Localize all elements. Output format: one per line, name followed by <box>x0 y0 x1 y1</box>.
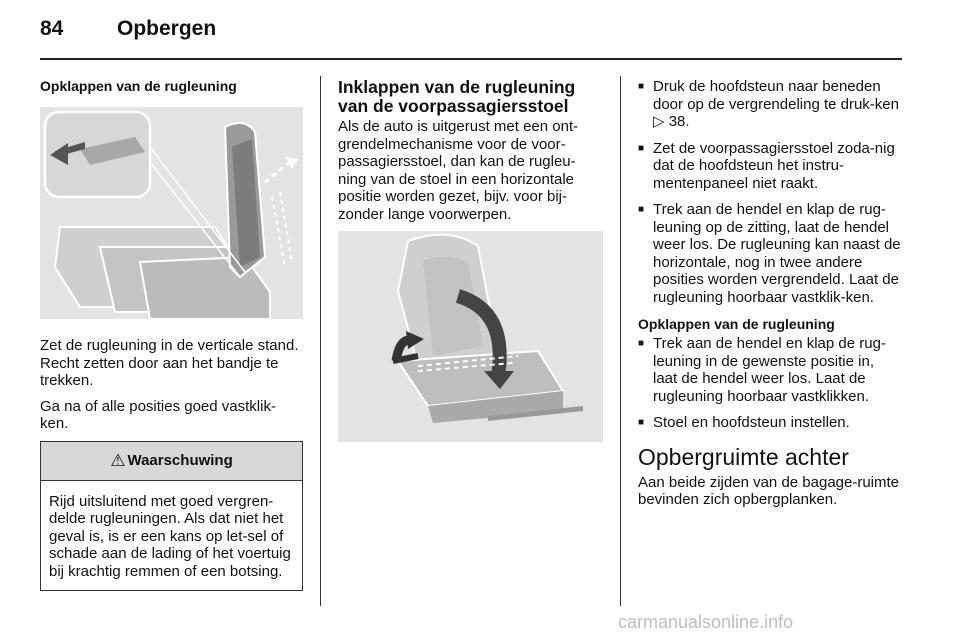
page-number: 84 <box>40 17 64 40</box>
warning-header <box>41 442 302 481</box>
list-item: ■ Zet de voorpassagiersstoel zoda-nig dat de hoofdsteun het instru-mentenpaneel niet raakt. <box>638 140 902 193</box>
section-heading-storage: Opbergruimte achter <box>638 443 849 470</box>
subheading-fold-up: Opklappen van de rugleuning <box>40 78 237 94</box>
subheading-fold-up-2: Opklappen van de rugleuning <box>638 316 835 332</box>
paragraph-passenger-seat: Als de auto is uitgerust met een ont-grendelmechanisme voor de voor-passagiersstoel, dan kan de rugleu-ning van de stoel in een horizontale positie worden gezet, bijv. voor bij-zonder lange voorwerpen. <box>338 118 579 223</box>
warning-text: Rijd uitsluitend met goed vergren-delde rugleuningen. Als dat niet het geval is, is er een kans op let-sel of schade aan de lading of het voertuig bij krachtig remmen of een botsing. <box>49 492 291 580</box>
column-middle <box>338 78 603 442</box>
column-divider <box>320 76 321 606</box>
section-heading-fold-passenger: Inklappen van de rugleuning van de voorpassagiersstoel <box>338 77 576 116</box>
paragraph-check: Ga na of alle posities goed vastklik-ken. <box>40 397 276 432</box>
list-item: ■ Trek aan de hendel en klap de rug-leuning op de zitting, laat de hendel weer los. De rugleuning kan naast de horizontale, nog in twee andere posities worden vergrendeld. Laat de rugleuning hoorbaar vastklik-ken. <box>638 201 902 306</box>
list-item: ■ Stoel en hoofdsteun instellen. <box>638 414 902 432</box>
list-item: ■ Trek aan de hendel en klap de rug-leuning in de gewenste positie in, laat de hendel weer los. Laat de rugleuning hoorbaar vastklikken. <box>638 335 902 405</box>
warning-box <box>40 441 303 592</box>
warning-triangle-icon: ⚠ <box>110 450 126 470</box>
column-right <box>638 78 902 517</box>
bullet-list-unfold <box>638 335 902 432</box>
paragraph-upright: Zet de rugleuning in de verticale stand. Recht zetten door aan het bandje te trekken. <box>40 337 299 389</box>
watermark: carmanualsonline.info <box>618 612 794 632</box>
column-divider <box>620 76 621 606</box>
warning-body <box>41 481 302 591</box>
passenger-seat-illustration <box>338 231 603 442</box>
paragraph-storage: Aan beide zijden van de bagage-ruimte bevinden zich opbergplanken. <box>638 473 900 508</box>
rear-seat-illustration <box>40 107 303 319</box>
bullet-list-fold <box>638 78 902 306</box>
header-rule <box>40 58 902 60</box>
column-left <box>40 78 303 591</box>
list-item: ■ Druk de hoofdsteun naar beneden door op de vergrendeling te druk-ken ▷ 38. <box>638 78 902 131</box>
warning-title: Waarschuwing <box>127 452 233 469</box>
page-title: Opbergen <box>117 17 217 40</box>
